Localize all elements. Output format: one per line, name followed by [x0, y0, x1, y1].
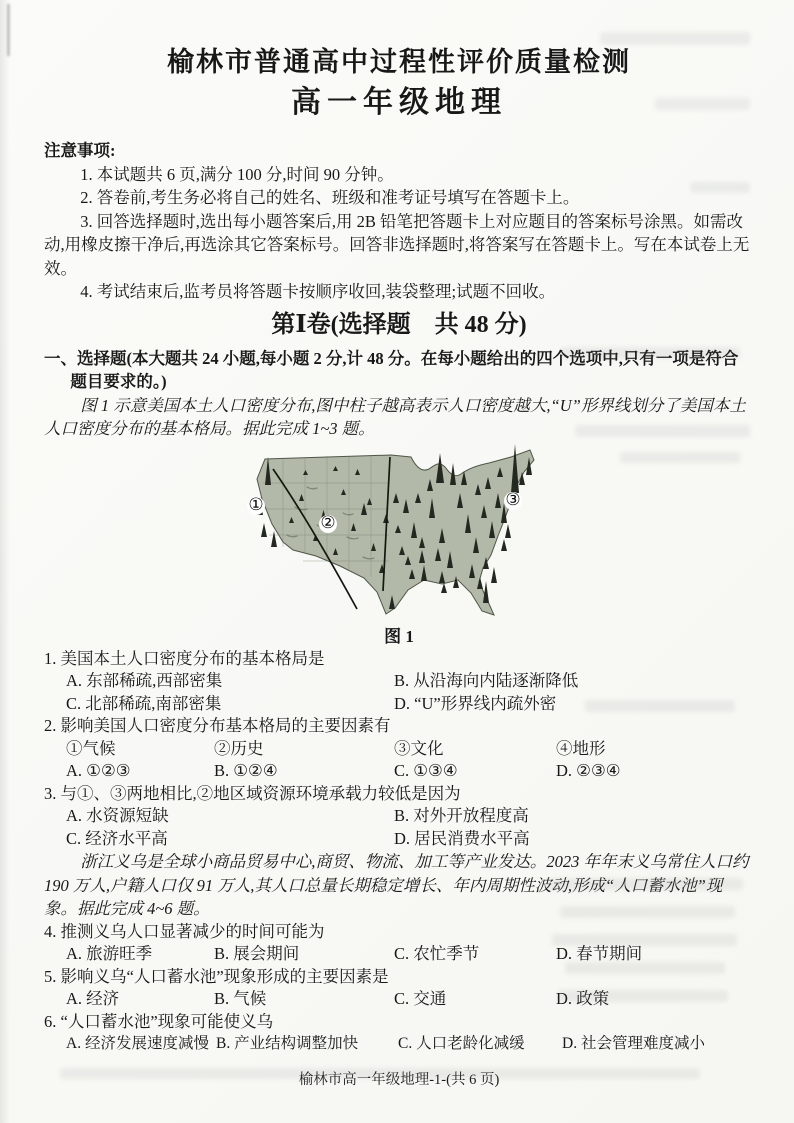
question-3-option-c: C. 经济水平高 [66, 828, 168, 848]
question-2-option-a: A. ①②③ [66, 761, 131, 781]
question-1-stem: 1. 美国本土人口密度分布的基本格局是 [44, 648, 325, 668]
question-4-option-a: A. 旅游旺季 [66, 944, 153, 964]
question-5-option-c: C. 交通 [394, 989, 447, 1009]
question-1-option-c: C. 北部稀疏,南部密集 [66, 693, 222, 713]
question-3-options [44, 805, 754, 850]
material-figure1-text: 图 1 示意美国本土人口密度分布,图中柱子越高表示人口密度越大,“U”形界线划分了美国本土人口密度分布的基本格局。据此完成 1~3 题。 [44, 395, 746, 439]
question-2-option-d: D. ②③④ [556, 761, 621, 781]
question-3-option-a: A. 水资源短缺 [66, 806, 169, 826]
notice-section [44, 139, 754, 304]
question-5-option-a: A. 经济 [66, 989, 120, 1009]
question-2-option-b: B. ①②④ [214, 761, 278, 781]
question-3-option-b: B. 对外开放程度高 [394, 806, 529, 826]
notice-item-3: 3. 回答选择题时,选出每小题答案后,用 2B 铅笔把答题卡上对应题目的答案标号涂黑。如需改动,用橡皮擦干净后,再选涂其它答案标号。回答非选择题时,将答案写在答题卡上。写在本试卷上无效。 [44, 211, 750, 278]
question-2-sub-option-2: ②历史 [214, 738, 264, 758]
section1-heading: 第Ⅰ卷(选择题 共 48 分) [271, 311, 527, 338]
multiple-choice-intro: 一、选择题(本大题共 24 小题,每小题 2 分,计 48 分。在每小题给出的四个选项中,只有一项是符合题目要求的。) [44, 348, 739, 392]
question-6-options [44, 1033, 754, 1056]
notice-heading: 注意事项: [44, 141, 116, 161]
question-3-option-d: D. 居民消费水平高 [394, 828, 530, 848]
map-marker-1: ① [248, 495, 264, 516]
question-6-option-b: B. 产业结构调整加快 [216, 1035, 359, 1053]
question-2-sub-options [44, 738, 754, 761]
figure-caption: 图 1 [384, 626, 414, 646]
page-subtitle: 高一年级地理 [291, 85, 507, 119]
question-4-option-c: C. 农忙季节 [394, 944, 480, 964]
question-6 [44, 1011, 754, 1056]
bleed-through-artifact [600, 32, 750, 45]
question-1-options [44, 670, 754, 715]
us-map-graphic [243, 443, 555, 619]
question-4-options [44, 943, 754, 966]
notice-item-2: 2. 答卷前,考生务必将自己的姓名、班级和准考证号填写在答题卡上。 [80, 188, 580, 208]
question-6-stem: 6. “人口蓄水池”现象可能使义乌 [44, 1011, 274, 1031]
question-2-sub-option-1: ①气候 [66, 738, 116, 758]
question-4-option-d: D. 春节期间 [556, 944, 643, 964]
question-4-stem: 4. 推测义乌人口显著减少的时间可能为 [44, 921, 325, 941]
question-1-option-b: B. 从沿海向内陆逐渐降低 [394, 671, 579, 691]
question-4 [44, 921, 754, 966]
question-2-stem: 2. 影响美国人口密度分布基本格局的主要因素有 [44, 716, 391, 736]
question-2-sub-option-4: ④地形 [556, 738, 606, 758]
page-footer: 榆林市高一年级地理-1-(共 6 页) [298, 1071, 500, 1088]
question-1-option-a: A. 东部稀疏,西部密集 [66, 671, 223, 691]
us-population-density-map [243, 443, 555, 619]
question-5-options [44, 988, 754, 1011]
question-2-options [44, 760, 754, 783]
material-yiwu-text: 浙江义乌是全球小商品贸易中心,商贸、物流、加工等产业发达。2023 年年末义乌常住人口约 190 万人,户籍人口仅 91 万人,其人口总量长期稳定增长、年内周期性波动,形成“人口蓄水池”现象。据此完成 4~6 题。 [44, 852, 749, 919]
scan-edge-artifact [7, 4, 10, 56]
notice-item-1: 1. 本试题共 6 页,满分 100 分,时间 90 分钟。 [80, 164, 394, 184]
question-5 [44, 966, 754, 1011]
question-5-option-b: B. 气候 [214, 989, 267, 1009]
question-2-option-c: C. ①③④ [394, 761, 458, 781]
question-1-option-d: D. “U”形界线内疏外密 [394, 693, 557, 713]
question-5-stem: 5. 影响义乌“人口蓄水池”现象形成的主要因素是 [44, 966, 389, 986]
question-2-sub-option-3: ③文化 [394, 738, 444, 758]
notice-item-4: 4. 考试结束后,监考员将答题卡按顺序收回,装袋整理;试题不回收。 [80, 282, 556, 302]
question-5-option-d: D. 政策 [556, 989, 610, 1009]
question-6-option-d: D. 社会管理难度减小 [562, 1035, 705, 1053]
question-4-option-b: B. 展会期间 [214, 944, 300, 964]
question-1 [44, 648, 754, 716]
question-2 [44, 715, 754, 783]
question-3-stem: 3. 与①、③两地相比,②地区域资源环境承载力较低是因为 [44, 783, 461, 803]
map-marker-3: ③ [505, 490, 521, 511]
figure-1 [44, 443, 754, 648]
question-6-option-c: C. 人口老龄化减缓 [398, 1035, 525, 1053]
page-title: 榆林市普通高中过程性评价质量检测 [167, 47, 631, 77]
question-3 [44, 783, 754, 851]
question-6-option-a: A. 经济发展速度减慢 [66, 1035, 209, 1053]
map-marker-2: ② [320, 513, 336, 534]
